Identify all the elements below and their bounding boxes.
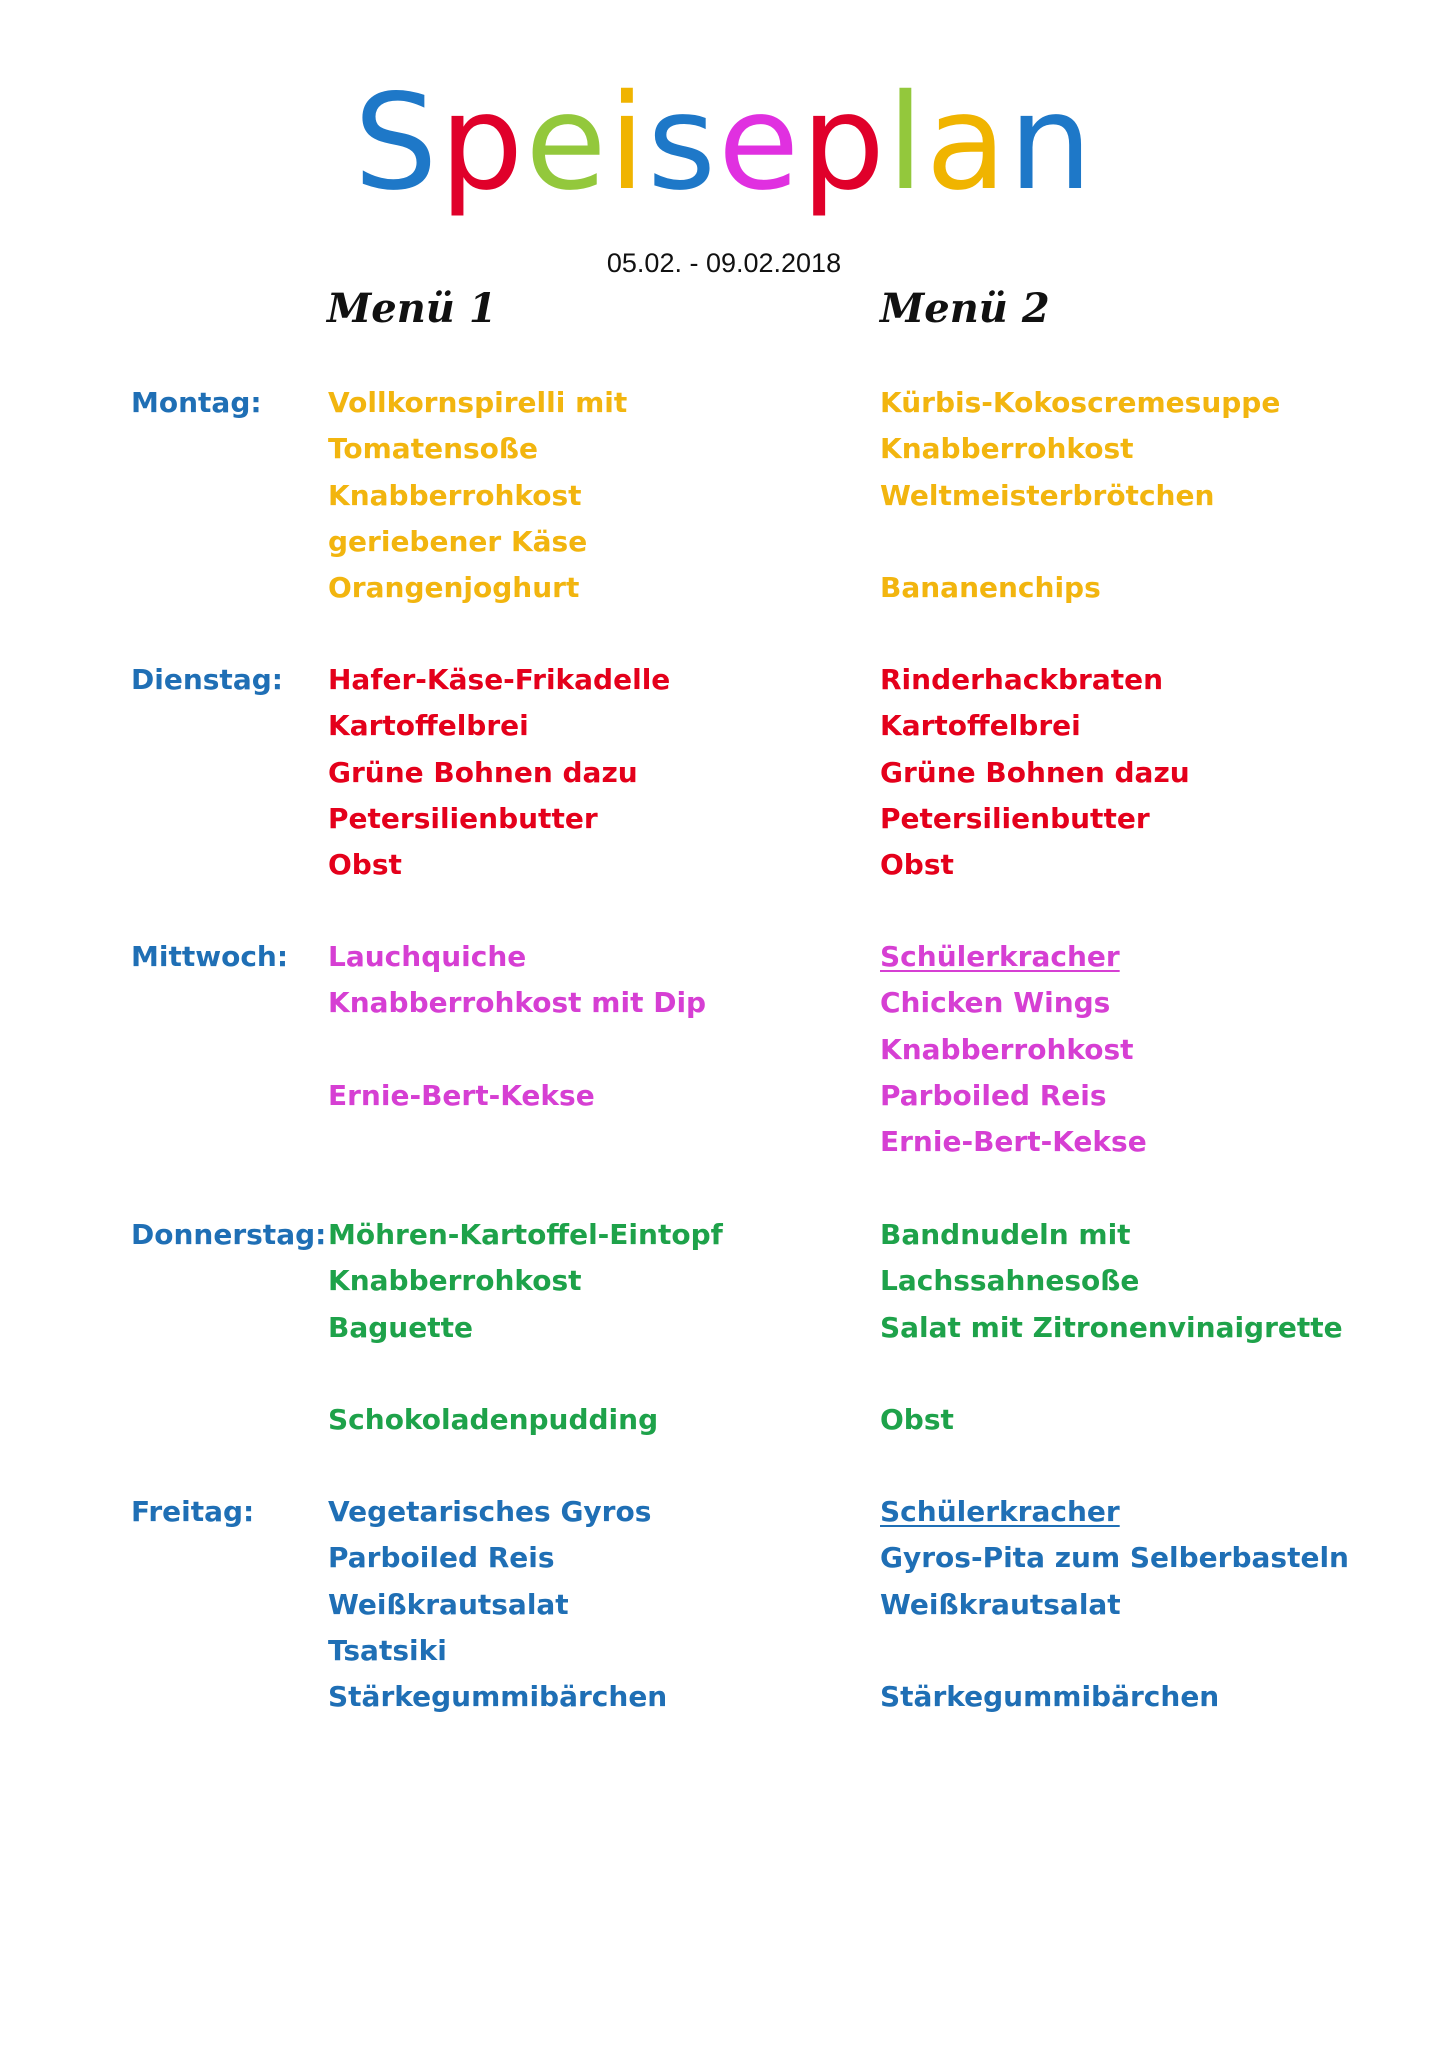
menu1-item: Tsatsiki bbox=[328, 1633, 447, 1667]
menu1-item: Weißkrautsalat bbox=[328, 1587, 569, 1621]
menu2-item: Parboiled Reis bbox=[880, 1078, 1107, 1112]
menu2-item: Weißkrautsalat bbox=[880, 1587, 1121, 1621]
menu1-item: Ernie-Bert-Kekse bbox=[328, 1078, 595, 1112]
day-label: Freitag: bbox=[131, 1495, 255, 1528]
menu2-item: Bandnudeln mit bbox=[880, 1218, 1131, 1251]
menu1-list bbox=[328, 1489, 667, 1720]
menu2-item: Kürbis-Kokoscremesuppe bbox=[880, 386, 1281, 419]
menu1-item: Vegetarisches Gyros bbox=[328, 1495, 652, 1528]
menu1-item: Petersilienbutter bbox=[328, 801, 598, 835]
menu1-list bbox=[328, 1212, 723, 1443]
menu1-item bbox=[328, 1119, 706, 1165]
title-letter: l bbox=[887, 66, 926, 220]
menu1-item: Schokoladenpudding bbox=[328, 1403, 659, 1437]
menu2-list bbox=[880, 380, 1280, 611]
title-letter: i bbox=[608, 66, 648, 220]
title-letter: S bbox=[353, 66, 440, 220]
menu2-item: Petersilienbutter bbox=[880, 801, 1150, 835]
menu2-item: Weltmeisterbrötchen bbox=[880, 478, 1215, 512]
title-letter: e bbox=[718, 66, 802, 220]
menu2-item: Salat mit Zitronenvinaigrette bbox=[880, 1310, 1343, 1344]
date-range: 05.02. - 09.02.2018 bbox=[606, 248, 842, 278]
day-label: Montag: bbox=[131, 386, 262, 419]
menu2-item: Knabberrohkost bbox=[880, 432, 1134, 466]
menu1-item: Lauchquiche bbox=[328, 940, 527, 973]
title-letter: n bbox=[1008, 66, 1095, 220]
menu1-item bbox=[328, 1027, 706, 1073]
menu2-item: Grüne Bohnen dazu bbox=[880, 755, 1190, 789]
menu1-item: Tomatensoße bbox=[328, 432, 539, 466]
menu2-list bbox=[880, 934, 1147, 1165]
day-label: Donnerstag: bbox=[131, 1218, 327, 1251]
menu2-list bbox=[880, 1212, 1343, 1443]
menu1-item: Vollkornspirelli mit bbox=[328, 386, 628, 419]
menu1-list bbox=[328, 934, 706, 1165]
menu2-item bbox=[880, 519, 1280, 565]
menu2-item: Kartoffelbrei bbox=[880, 709, 1081, 743]
menu1-item: Baguette bbox=[328, 1310, 473, 1344]
menu2-item: Ernie-Bert-Kekse bbox=[880, 1125, 1147, 1159]
menu1-item: Stärkegummibärchen bbox=[328, 1680, 668, 1714]
menu2-item-special: Schülerkracher bbox=[880, 940, 1120, 973]
day-label: Mittwoch: bbox=[131, 940, 289, 973]
menu1-item: geriebener Käse bbox=[328, 524, 588, 558]
title-letter: s bbox=[647, 66, 718, 220]
menu2-item: Stärkegummibärchen bbox=[880, 1680, 1220, 1714]
title-letter: a bbox=[925, 66, 1009, 220]
menu1-item: Orangenjoghurt bbox=[328, 571, 580, 605]
menu1-item: Parboiled Reis bbox=[328, 1541, 555, 1575]
menu2-item: Chicken Wings bbox=[880, 986, 1111, 1020]
menu1-item: Knabberrohkost bbox=[328, 1264, 582, 1298]
menu2-item: Bananenchips bbox=[880, 571, 1101, 605]
menu2-item: Lachssahnesoße bbox=[880, 1264, 1140, 1298]
menu2-heading: Menü 2 bbox=[880, 285, 1050, 332]
menu1-item: Knabberrohkost bbox=[328, 478, 582, 512]
title-letter: e bbox=[525, 66, 609, 220]
menu1-item: Knabberrohkost mit Dip bbox=[328, 986, 707, 1020]
menu2-item-special: Schülerkracher bbox=[880, 1495, 1120, 1528]
menu2-list bbox=[880, 1489, 1349, 1720]
menu1-heading: Menü 1 bbox=[327, 285, 497, 332]
menu1-item: Möhren-Kartoffel-Eintopf bbox=[328, 1218, 723, 1251]
menu2-item: Rinderhackbraten bbox=[880, 663, 1164, 696]
menu1-list bbox=[328, 657, 670, 888]
menu2-item bbox=[880, 1628, 1349, 1674]
menu1-item: Grüne Bohnen dazu bbox=[328, 755, 638, 789]
day-label: Dienstag: bbox=[131, 663, 283, 696]
menu1-item: Hafer-Käse-Frikadelle bbox=[328, 663, 671, 696]
menu1-list bbox=[328, 380, 627, 611]
menu2-item: Obst bbox=[880, 848, 954, 882]
menu1-item: Obst bbox=[328, 848, 402, 882]
menu2-item: Obst bbox=[880, 1403, 954, 1437]
menu2-item: Knabberrohkost bbox=[880, 1032, 1134, 1066]
page-title bbox=[0, 68, 1448, 218]
menu2-item bbox=[880, 1351, 1343, 1397]
menu1-item: Kartoffelbrei bbox=[328, 709, 529, 743]
menu1-item bbox=[328, 1351, 723, 1397]
menu2-item: Gyros-Pita zum Selberbasteln bbox=[880, 1541, 1349, 1575]
title-letter: p bbox=[439, 66, 526, 220]
menu2-list bbox=[880, 657, 1190, 888]
title-letter: p bbox=[801, 66, 888, 220]
